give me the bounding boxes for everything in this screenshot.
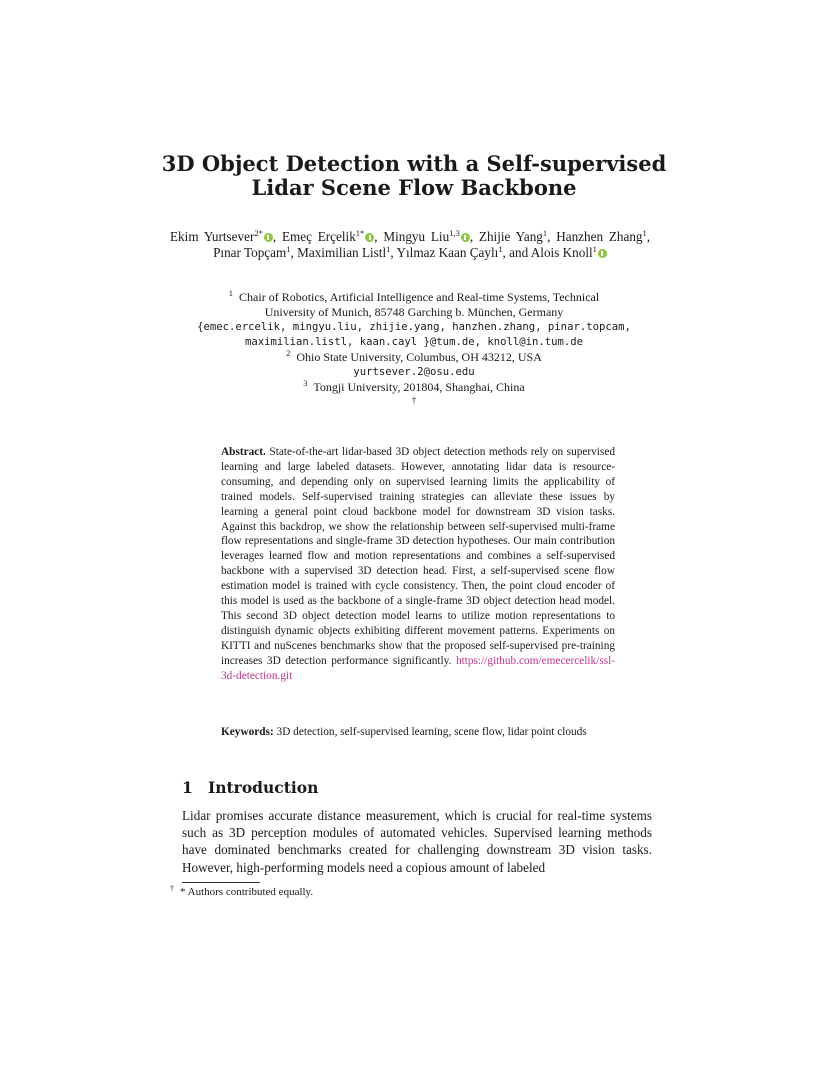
orcid-icon[interactable] <box>598 249 607 258</box>
title-line-1: 3D Object Detection with a Self-supervised <box>161 151 667 176</box>
author-affiliation-marker: 1 <box>386 244 391 254</box>
author-name: Ekim Yurtsever <box>170 229 255 244</box>
intro-paragraph <box>182 807 652 876</box>
author-affiliation-marker: 2* <box>254 228 263 238</box>
abstract-text: State-of-the-art lidar-based 3D object detection methods rely on supervised learning and large labeled datasets. However, annotating lidar data is resource-consuming, and depending only on supervised learning limits the applicability of trained models. Self-supervised training strategies can alleviate these issues by learning a general point cloud backbone model for downstream 3D vision tasks. Against this backdrop, we show the relationship between self-supervised multi-frame flow representations and single-frame 3D detection hypotheses. Our main contribution leverages learned flow and motion representations and combines a self-supervised backbone with a supervised 3D detection head. First, a self-supervised scene flow estimation model is trained with cycle consistency. Then, the point cloud encoder of this model is used as the backbone of a single-frame 3D object detection head model. This second 3D object detection model learns to utilize motion representations to distinguish dynamic objects exhibiting different movement patterns. Experiments on KITTI and nuScenes benchmarks show that the proposed self-supervised pre-training increases 3D detection performance significantly. <box>221 446 615 667</box>
author-name: Yılmaz Kaan Çaylı <box>396 245 499 260</box>
author <box>531 245 607 260</box>
keywords-label: Keywords: <box>221 726 274 738</box>
author <box>213 245 290 260</box>
author-name: Emeç Erçelik <box>281 229 356 244</box>
repo-link[interactable]: https://github.com/emecercelik/ssl-3d-detection.git <box>221 654 616 682</box>
section-heading <box>182 778 318 797</box>
keywords-text: 3D detection, self-supervised learning, scene flow, lidar point clouds <box>276 726 587 738</box>
author <box>282 229 374 244</box>
footnote-rule <box>182 882 260 883</box>
dagger-mark: † <box>411 395 417 405</box>
author-affiliation-marker: 1 <box>642 228 647 238</box>
keywords <box>221 725 615 740</box>
author-affiliation-marker: 1 <box>542 228 548 238</box>
orcid-icon[interactable] <box>264 233 273 242</box>
author <box>297 245 390 260</box>
author-name: Zhijie Yang <box>478 229 543 244</box>
author-name: Maximilian Listl <box>297 245 387 260</box>
affiliation-1-line-2: University of Munich, 85748 Garching b. München, Germany <box>264 305 564 319</box>
author-name: Pınar Topçam <box>213 245 287 260</box>
section-title: Introduction <box>208 778 319 797</box>
affiliation-2-line: Ohio State University, Columbus, OH 43212, USA <box>296 350 542 364</box>
orcid-icon[interactable] <box>365 233 374 242</box>
author-list: Ekim Yurtsever$^{2*}$ , Emeç Erçelik$^{1*}$ , Mingyu Liu$^{1,3}$ , Zhijie Yang$^1$, Hanzhen Zhang$^1$, Pınar Topçam$^1$, Maximilian Listl$^1$, Yılmaz Kaan Çaylı$^1$, and Alois Knoll$^1$ <box>170 228 651 260</box>
abstract-label: Abstract. <box>221 446 266 458</box>
author-affiliation-marker: 1,3 <box>449 228 460 238</box>
author-name: Alois Knoll <box>530 245 593 260</box>
footnote <box>170 885 313 899</box>
section-number: 1 <box>182 778 193 797</box>
affiliation-2-email: yurtsever.2@osu.edu <box>353 366 475 378</box>
title-line-2: Lidar Scene Flow Backbone <box>251 175 577 200</box>
author-affiliation-marker: 1 <box>498 244 503 254</box>
author <box>556 229 647 244</box>
paper-title <box>0 152 828 200</box>
affiliation-1-marker: 1 <box>228 288 234 298</box>
affiliation-1-line-1: Chair of Robotics, Artificial Intelligence and Real-time Systems, Technical <box>239 290 600 304</box>
footnote-text: * Authors contributed equally. <box>180 886 314 898</box>
author <box>479 229 547 244</box>
author-name: Hanzhen Zhang <box>556 229 643 244</box>
author <box>383 229 469 244</box>
orcid-icon[interactable] <box>461 233 470 242</box>
affiliations <box>150 290 678 405</box>
author <box>170 229 273 244</box>
author-name: Mingyu Liu <box>383 229 450 244</box>
abstract <box>221 445 615 684</box>
affiliation-3-marker: 3 <box>303 378 308 388</box>
author <box>396 245 502 260</box>
affiliation-2 <box>150 350 678 365</box>
author-affiliation-marker: 1* <box>355 228 365 238</box>
affiliation-3 <box>150 380 678 395</box>
affiliation-3-line: Tongji University, 201804, Shanghai, China <box>313 380 525 394</box>
affiliation-2-marker: 2 <box>286 348 291 358</box>
affiliation-1-email-1: {emec.ercelik, mingyu.liu, zhijie.yang, hanzhen.zhang, pinar.topcam, <box>197 321 631 333</box>
author-affiliation-marker: 1 <box>592 244 597 254</box>
author-affiliation-marker: 1 <box>286 244 291 254</box>
affiliation-1-email-2: maximilian.listl, kaan.cayl }@tum.de, knoll@in.tum.de <box>244 336 584 348</box>
affiliation-1 <box>150 290 678 305</box>
footnote-mark: † <box>170 884 174 893</box>
intro-text: Lidar promises accurate distance measurement, which is crucial for real-time systems such as 3D perception modules of automated vehicles. Supervised learning methods have dominated benchmarks created for challenging downstream 3D vision tasks. However, high-performing models need a copious amount of labeled <box>182 808 652 875</box>
